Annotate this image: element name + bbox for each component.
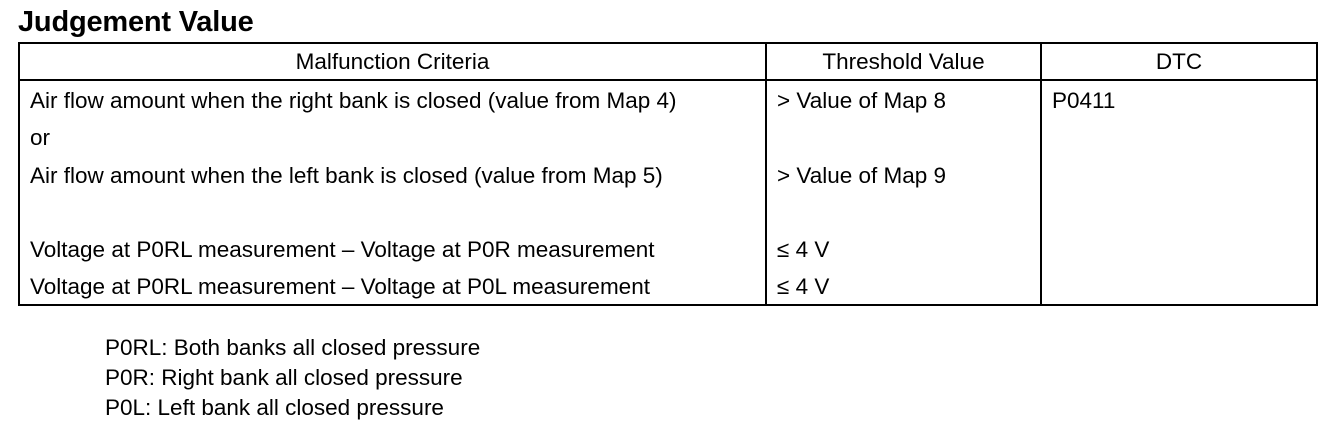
footnote-p0r: P0R: Right bank all closed pressure: [105, 365, 463, 390]
judgement-value-table: [18, 42, 1318, 306]
dtc-cell: [1041, 80, 1317, 305]
threshold-line-voltage-1: ≤ 4 V: [777, 237, 830, 262]
section-title: Judgement Value: [18, 6, 254, 38]
footnote-p0rl: P0RL: Both banks all closed pressure: [105, 335, 481, 360]
dtc-code: P0411: [1052, 88, 1116, 113]
footnote-p0l: P0L: Left bank all closed pressure: [105, 395, 444, 420]
table-header-row: [19, 43, 1317, 80]
header-threshold-value: Threshold Value: [766, 43, 1041, 80]
criteria-line-right-bank: Air flow amount when the right bank is closed (value from Map 4): [30, 88, 677, 113]
criteria-line-left-bank: Air flow amount when the left bank is closed (value from Map 5): [30, 163, 663, 188]
header-malfunction-criteria: Malfunction Criteria: [19, 43, 766, 80]
criteria-line-voltage-p0r: Voltage at P0RL measurement – Voltage at P0R measurement: [30, 237, 655, 262]
header-dtc: DTC: [1041, 43, 1317, 80]
footnotes: [105, 333, 480, 423]
criteria-line-or: or: [30, 125, 51, 150]
criteria-line-voltage-p0l: Voltage at P0RL measurement – Voltage at P0L measurement: [30, 274, 650, 299]
threshold-cell: [766, 80, 1041, 305]
table-row: [19, 80, 1317, 305]
threshold-line-map-9: > Value of Map 9: [777, 163, 947, 188]
criteria-cell: [19, 80, 766, 305]
threshold-line-map-8: > Value of Map 8: [777, 88, 947, 113]
threshold-line-voltage-2: ≤ 4 V: [777, 274, 830, 299]
